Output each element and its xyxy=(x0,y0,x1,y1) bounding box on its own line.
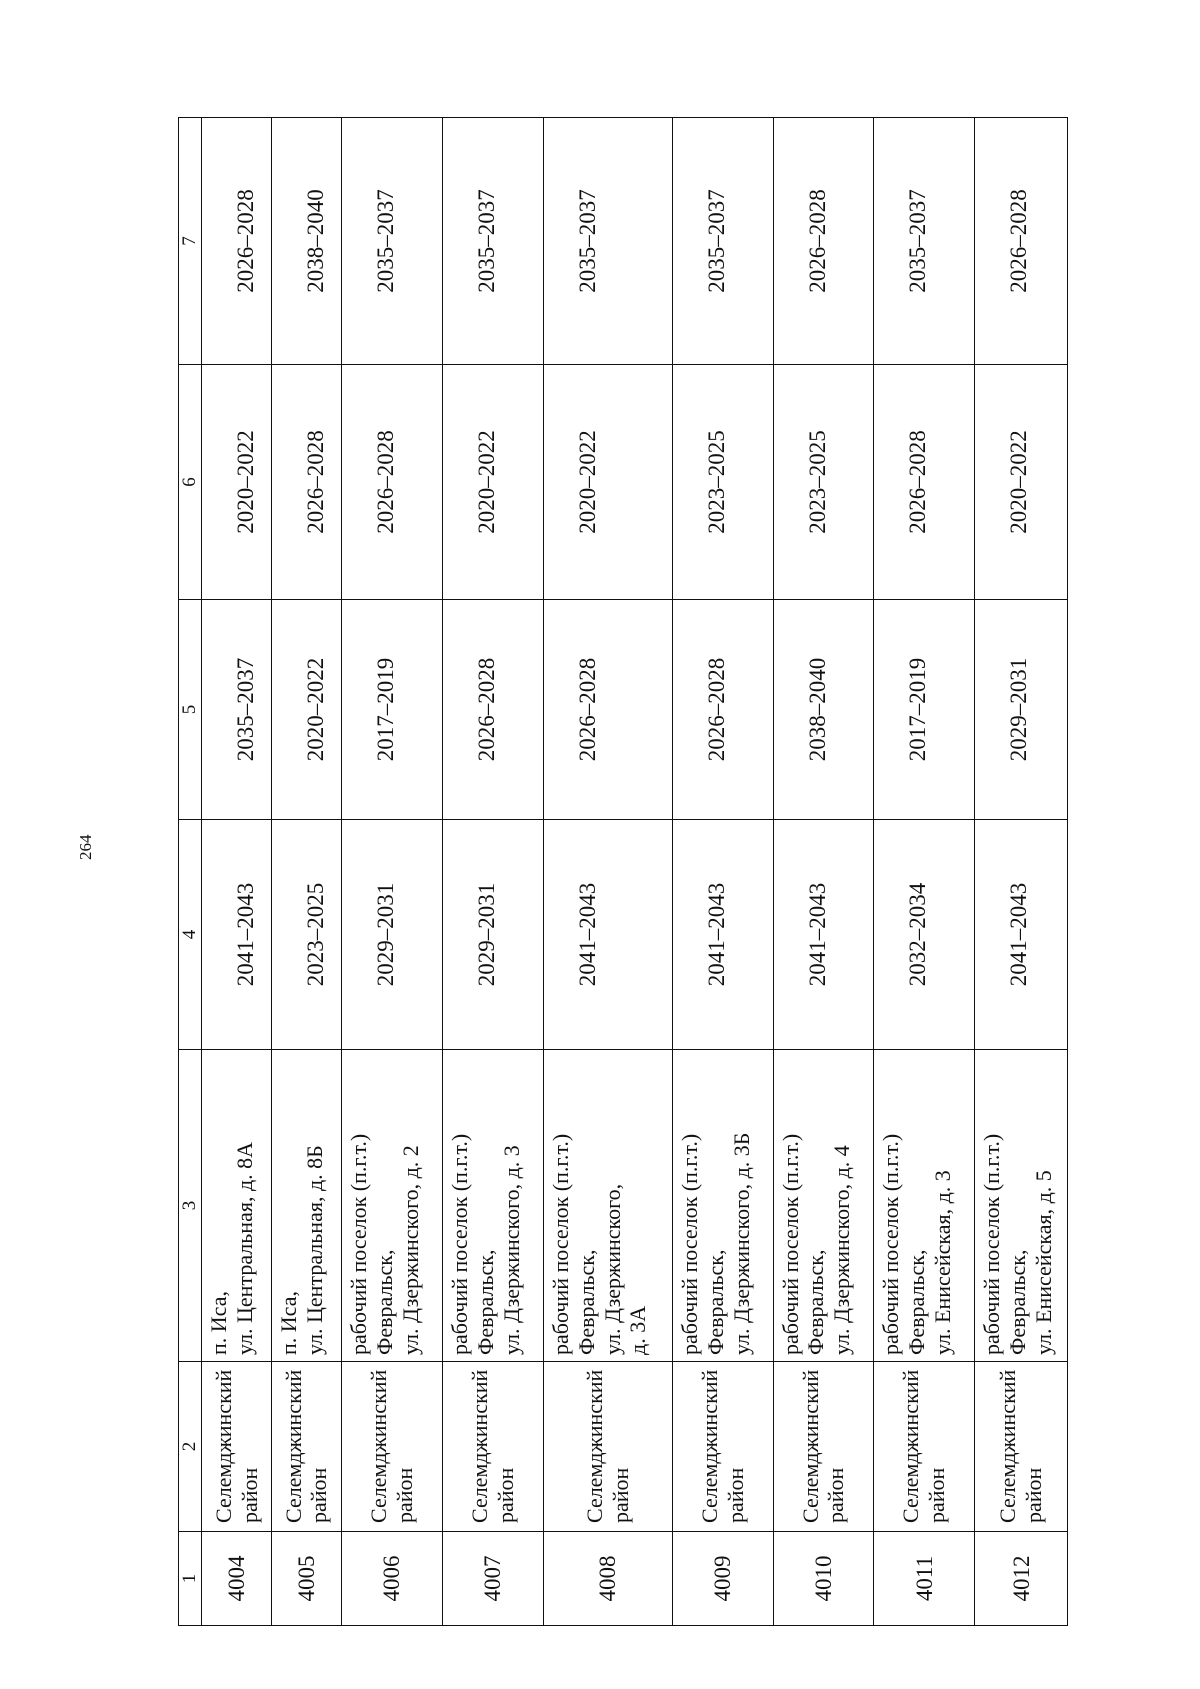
period-col-6: 2023–2025 xyxy=(773,365,874,600)
region-cell xyxy=(341,1362,442,1532)
region-line: Селемджинский xyxy=(898,1369,924,1523)
region-line: Селемджинский xyxy=(995,1369,1021,1523)
address-line: Февральск, xyxy=(803,1249,829,1355)
period-col-4: 2029–2031 xyxy=(442,820,543,1050)
period-col-7: 2035–2037 xyxy=(874,118,975,365)
address-line: рабочий поселок (п.г.т.) xyxy=(547,1133,573,1355)
address-line: ул. Дзержинского, д. 2 xyxy=(397,1145,423,1355)
row-number: 4011 xyxy=(874,1532,975,1626)
table-row xyxy=(202,118,272,1626)
period-col-4: 2032–2034 xyxy=(874,820,975,1050)
column-header-5: 5 xyxy=(179,600,202,820)
address-line: п. Иса, xyxy=(276,1291,302,1355)
table-row xyxy=(773,118,874,1626)
table-row xyxy=(874,118,975,1626)
address-cell xyxy=(874,1050,975,1362)
address-line: Февральск, xyxy=(573,1249,599,1355)
row-number: 4005 xyxy=(272,1532,342,1626)
address-line: ул. Енисейская, д. 3 xyxy=(930,1170,956,1355)
region-line: район xyxy=(236,1467,262,1523)
address-cell xyxy=(773,1050,874,1362)
region-line: район xyxy=(1021,1467,1047,1523)
row-number: 4009 xyxy=(672,1532,773,1626)
period-col-4: 2041–2043 xyxy=(543,820,672,1050)
period-col-6: 2020–2022 xyxy=(543,365,672,600)
address-line: ул. Центральная, д. 8Б xyxy=(302,1145,328,1355)
period-col-7: 2035–2037 xyxy=(341,118,442,365)
period-col-6: 2026–2028 xyxy=(874,365,975,600)
address-line: п. Иса, xyxy=(206,1291,232,1355)
row-number: 4010 xyxy=(773,1532,874,1626)
column-header-6: 6 xyxy=(179,365,202,600)
region-line: Селемджинский xyxy=(280,1369,306,1523)
address-line: рабочий поселок (п.г.т.) xyxy=(446,1133,472,1355)
address-line: ул. Центральная, д. 8А xyxy=(232,1141,258,1355)
table-row xyxy=(442,118,543,1626)
region-cell xyxy=(272,1362,342,1532)
address-line: ул. Дзержинского, д. 3Б xyxy=(728,1132,754,1355)
address-line: рабочий поселок (п.г.т.) xyxy=(777,1133,803,1355)
period-col-5: 2029–2031 xyxy=(975,600,1068,820)
region-cell xyxy=(442,1362,543,1532)
region-cell xyxy=(672,1362,773,1532)
header-row xyxy=(179,118,202,1626)
region-line: район xyxy=(607,1467,633,1523)
table-row xyxy=(975,118,1068,1626)
region-cell xyxy=(874,1362,975,1532)
table-row xyxy=(272,118,342,1626)
column-header-3: 3 xyxy=(179,1050,202,1362)
column-header-7: 7 xyxy=(179,118,202,365)
period-col-6: 2026–2028 xyxy=(272,365,342,600)
period-col-5: 2020–2022 xyxy=(272,600,342,820)
region-cell xyxy=(975,1362,1068,1532)
column-header-1: 1 xyxy=(179,1532,202,1626)
period-col-4: 2041–2043 xyxy=(202,820,272,1050)
period-col-7: 2035–2037 xyxy=(543,118,672,365)
address-cell xyxy=(442,1050,543,1362)
address-line: Февральск, xyxy=(371,1249,397,1355)
row-number: 4006 xyxy=(341,1532,442,1626)
period-col-4: 2041–2043 xyxy=(975,820,1068,1050)
table-row xyxy=(672,118,773,1626)
address-line: ул. Енисейская, д. 5 xyxy=(1031,1170,1057,1355)
region-line: район xyxy=(924,1467,950,1523)
address-line: Февральск, xyxy=(472,1249,498,1355)
address-line: Февральск, xyxy=(702,1249,728,1355)
period-col-7: 2026–2028 xyxy=(975,118,1068,365)
period-col-6: 2020–2022 xyxy=(442,365,543,600)
column-header-4: 4 xyxy=(179,820,202,1050)
period-col-5: 2017–2019 xyxy=(874,600,975,820)
period-col-6: 2023–2025 xyxy=(672,365,773,600)
region-line: район xyxy=(391,1467,417,1523)
row-number: 4012 xyxy=(975,1532,1068,1626)
address-line: Февральск, xyxy=(904,1249,930,1355)
region-line: район xyxy=(722,1467,748,1523)
table-frame xyxy=(178,118,1068,1626)
period-col-6: 2020–2022 xyxy=(202,365,272,600)
table-row xyxy=(341,118,442,1626)
address-line: рабочий поселок (п.г.т.) xyxy=(979,1133,1005,1355)
region-cell xyxy=(773,1362,874,1532)
region-line: Селемджинский xyxy=(365,1369,391,1523)
region-line: Селемджинский xyxy=(210,1369,236,1523)
period-col-7: 2026–2028 xyxy=(202,118,272,365)
region-cell xyxy=(543,1362,672,1532)
region-line: Селемджинский xyxy=(466,1369,492,1523)
address-line: Февральск, xyxy=(1005,1249,1031,1355)
address-line: д. 3А xyxy=(625,1305,651,1355)
address-cell xyxy=(543,1050,672,1362)
address-line: рабочий поселок (п.г.т.) xyxy=(878,1133,904,1355)
address-cell xyxy=(672,1050,773,1362)
period-col-7: 2038–2040 xyxy=(272,118,342,365)
period-col-5: 2026–2028 xyxy=(442,600,543,820)
period-col-7: 2026–2028 xyxy=(773,118,874,365)
address-cell xyxy=(202,1050,272,1362)
address-cell xyxy=(272,1050,342,1362)
table-body xyxy=(202,118,1068,1626)
schedule-table xyxy=(178,117,1068,1626)
row-number: 4007 xyxy=(442,1532,543,1626)
period-col-6: 2026–2028 xyxy=(341,365,442,600)
row-number: 4004 xyxy=(202,1532,272,1626)
period-col-5: 2026–2028 xyxy=(672,600,773,820)
address-cell xyxy=(341,1050,442,1362)
address-line: ул. Дзержинского, д. 3 xyxy=(498,1145,524,1355)
address-line: ул. Дзержинского, xyxy=(599,1183,625,1355)
period-col-4: 2029–2031 xyxy=(341,820,442,1050)
period-col-6: 2020–2022 xyxy=(975,365,1068,600)
address-line: рабочий поселок (п.г.т.) xyxy=(676,1133,702,1355)
address-line: рабочий поселок (п.г.т.) xyxy=(345,1133,371,1355)
region-line: Селемджинский xyxy=(696,1369,722,1523)
page-number: 264 xyxy=(76,834,95,860)
period-col-4: 2041–2043 xyxy=(773,820,874,1050)
region-line: Селемджинский xyxy=(581,1369,607,1523)
column-header-2: 2 xyxy=(179,1362,202,1532)
period-col-7: 2035–2037 xyxy=(442,118,543,365)
period-col-5: 2026–2028 xyxy=(543,600,672,820)
address-cell xyxy=(975,1050,1068,1362)
period-col-4: 2023–2025 xyxy=(272,820,342,1050)
table-row xyxy=(543,118,672,1626)
region-line: район xyxy=(823,1467,849,1523)
region-line: Селемджинский xyxy=(797,1369,823,1523)
address-line: ул. Дзержинского, д. 4 xyxy=(829,1145,855,1355)
period-col-5: 2038–2040 xyxy=(773,600,874,820)
region-line: район xyxy=(306,1467,332,1523)
period-col-5: 2035–2037 xyxy=(202,600,272,820)
period-col-4: 2041–2043 xyxy=(672,820,773,1050)
period-col-7: 2035–2037 xyxy=(672,118,773,365)
row-number: 4008 xyxy=(543,1532,672,1626)
region-line: район xyxy=(492,1467,518,1523)
period-col-5: 2017–2019 xyxy=(341,600,442,820)
region-cell xyxy=(202,1362,272,1532)
